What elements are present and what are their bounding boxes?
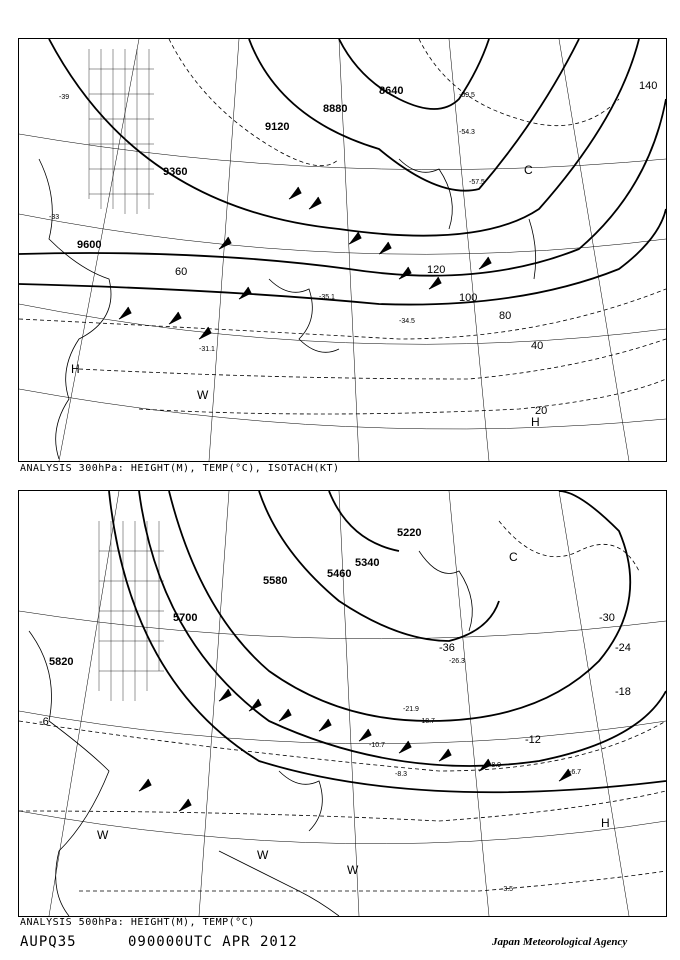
station-value: -26.3 bbox=[449, 658, 465, 665]
height-label: 9360 bbox=[163, 166, 188, 178]
isotach-label: 120 bbox=[427, 264, 446, 276]
height-label: 8640 bbox=[379, 85, 404, 97]
coastline bbox=[29, 551, 472, 916]
warm-center-marker: W bbox=[97, 828, 109, 842]
isotach-label: 140 bbox=[639, 80, 658, 92]
graticule bbox=[19, 491, 666, 916]
temp-label: -35.1 bbox=[319, 294, 335, 301]
temp-label: -33 bbox=[49, 214, 60, 221]
low-center-marker: C bbox=[509, 550, 518, 564]
height-label: 5340 bbox=[355, 557, 380, 569]
height-label: 8880 bbox=[323, 103, 348, 115]
station-values bbox=[369, 658, 581, 893]
height-label: 5820 bbox=[49, 656, 74, 668]
station-value: -10.7 bbox=[369, 742, 385, 749]
map-500hpa-svg bbox=[19, 491, 666, 916]
height-label: 5220 bbox=[397, 527, 422, 539]
map-300hpa-svg bbox=[19, 39, 666, 461]
station-value: -21.9 bbox=[403, 706, 419, 713]
temp-label: -39 bbox=[59, 94, 70, 101]
isotach-label: 60 bbox=[175, 266, 188, 278]
station-value: -8.9 bbox=[489, 762, 502, 769]
valid-time: 090000UTC APR 2012 bbox=[128, 934, 298, 950]
isotherm-label: -30 bbox=[599, 612, 615, 624]
height-label: 9120 bbox=[265, 121, 290, 133]
height-label: 5460 bbox=[327, 568, 352, 580]
height-labels bbox=[49, 527, 421, 668]
isotherm-label: -24 bbox=[615, 642, 631, 654]
temp-label: -59.5 bbox=[459, 92, 475, 99]
caption-500hpa: ANALYSIS 500hPa: HEIGHT(M), TEMP(°C) bbox=[20, 917, 255, 928]
station-value: -6.7 bbox=[569, 769, 582, 776]
isotach-label: 20 bbox=[535, 405, 548, 417]
warm-center-marker: W bbox=[197, 388, 209, 402]
temp-label: -54.3 bbox=[459, 129, 475, 136]
high-center-marker: H bbox=[531, 415, 540, 429]
temp-label: -34.5 bbox=[399, 318, 415, 325]
height-contours bbox=[19, 39, 666, 305]
height-label: 9600 bbox=[77, 239, 102, 251]
warm-center-marker: W bbox=[257, 848, 269, 862]
product-code: AUPQ35 bbox=[20, 934, 77, 950]
high-center-marker: H bbox=[601, 816, 610, 830]
isotherm-labels bbox=[39, 612, 631, 746]
hatch-area bbox=[99, 521, 164, 701]
map-300hpa bbox=[18, 38, 667, 462]
station-value: -8.3 bbox=[395, 771, 408, 778]
low-center-marker: C bbox=[524, 163, 533, 177]
isotach-label: 80 bbox=[499, 310, 512, 322]
station-value: -18.7 bbox=[419, 718, 435, 725]
high-center-marker: H bbox=[71, 362, 80, 376]
caption-300hpa: ANALYSIS 300hPa: HEIGHT(M), TEMP(°C), ISOTACH(KT) bbox=[20, 463, 340, 474]
map-500hpa bbox=[18, 490, 667, 917]
station-value: -3.5 bbox=[501, 886, 514, 893]
height-label: 5580 bbox=[263, 575, 288, 587]
isotherm-label: -18 bbox=[615, 686, 631, 698]
height-contours bbox=[109, 491, 666, 792]
isotherm-label: -36 bbox=[439, 642, 455, 654]
height-label: 5700 bbox=[173, 612, 198, 624]
temp-label: -31.1 bbox=[199, 346, 215, 353]
isotherm-label: -12 bbox=[525, 734, 541, 746]
pressure-centers bbox=[97, 550, 610, 877]
isotherm-label: -6 bbox=[39, 716, 49, 728]
temp-label: -57.5 bbox=[469, 179, 485, 186]
agency-name: Japan Meteorological Agency bbox=[492, 936, 628, 948]
isotach-label: 100 bbox=[459, 292, 478, 304]
warm-center-marker: W bbox=[347, 863, 359, 877]
isotach-label: 40 bbox=[531, 340, 544, 352]
isotachs bbox=[19, 39, 666, 414]
